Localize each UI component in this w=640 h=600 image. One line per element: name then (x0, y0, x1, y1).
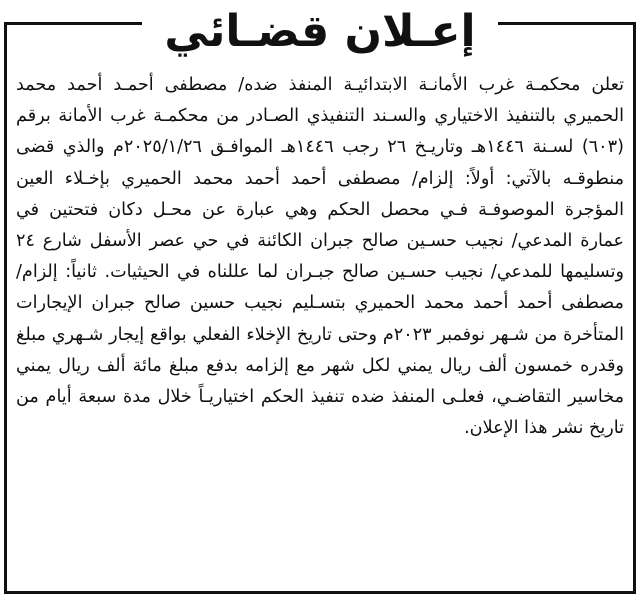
notice-title-box (142, 0, 497, 64)
notice-title: إعـلان قضـائي (164, 6, 476, 57)
notice-body-text: تعلن محكمـة غرب الأمانـة الابتدائيـة المنفذ ضده/ مصطفى أحمـد أحمد محمد الحميري بالتنفيذ الاختياري والسـند التنفيذي الصـادر من محكمـة غرب الأمانة برقم (٦٠٣) لسـنة ١٤٤٦هـ وتاريـخ ٢٦ رجب ١٤٤٦هـ الموافـق ٢٠٢٥/١/٢٦م والذي قضى منطوقـه بالآتي: أولاً: إلزام/ مصطفى أحمد أحمد محمد الحميري بإخـلاء العين المؤجرة الموصوفـة فـي محصل الحكم وهي عبارة عن محـل دكان فتحتين في عمارة المدعي/ نجيب حسـين صالح جبران الكائنة في حي عصر الأسفل شارع ٢٤ وتسليمها للمدعي/ نجيب حسـين صالح جبـران لما عللناه في الحيثيات. ثانياً: إلزام/ مصطفى أحمد أحمد محمد الحميري بتسـليم نجيب حسين صالح جبران الإيجارات المتأخرة من شـهر نوفمبر ٢٠٢٣م وحتى تاريخ الإخلاء الفعلي بواقع إيجار شـهري مبلغ وقدره خمسون ألف ريال يمني لكل شهر مع إلزامه بدفع مبلغ مائة ألف ريال يمني مخاسير التقاضـي، فعلـى المنفذ ضده تنفيذ الحكم اختياريـاً خلال مدة سبعة أيام من تاريخ نشر هذا الإعلان. (16, 75, 625, 439)
notice-header (0, 0, 640, 66)
